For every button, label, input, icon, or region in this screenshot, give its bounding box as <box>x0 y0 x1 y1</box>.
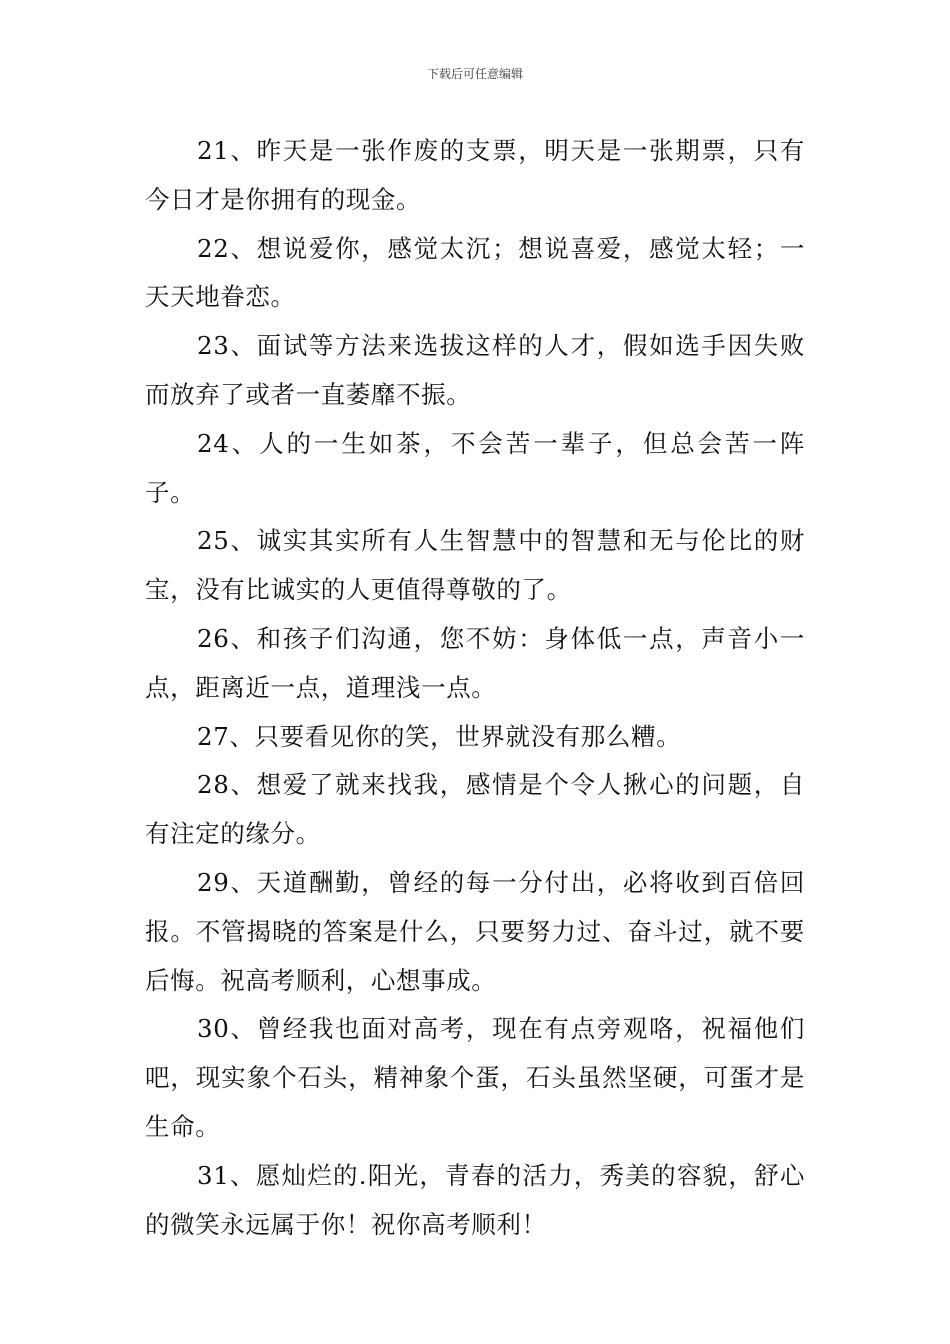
paragraph-28: 28、想爱了就来找我，感情是个令人揪心的问题，自有注定的缘分。 <box>145 770 805 849</box>
paragraph-27: 27、只要看见你的笑，世界就没有那么糟。 <box>197 721 682 751</box>
paragraph-31: 31、愿灿烂的.阳光，青春的活力，秀美的容貌，舒心的微笑永远属于你！祝你高考顺利！ <box>145 1160 805 1239</box>
paragraph-30: 30、曾经我也面对高考，现在有点旁观咯，祝福他们吧，现实象个石头，精神象个蛋，石头虽然坚硬，可蛋才是生命。 <box>145 1014 805 1141</box>
paragraph-25: 25、诚实其实所有人生智慧中的智慧和无与伦比的财宝，没有比诚实的人更值得尊敬的了。 <box>145 526 805 605</box>
paragraph-26: 26、和孩子们沟通，您不妨：身体低一点，声音小一点，距离近一点，道理浅一点。 <box>145 623 805 702</box>
paragraph-21: 21、昨天是一张作废的支票，明天是一张期票，只有今日才是你拥有的现金。 <box>145 136 805 214</box>
page-header: 下载后可任意编辑 <box>426 67 523 81</box>
paragraph-29: 29、天道酬勤，曾经的每一分付出，必将收到百倍回报。不管揭晓的答案是什么，只要努力过、奋斗过，就不要后悔。祝高考顺利，心想事成。 <box>145 867 805 995</box>
paragraph-22: 22、想说爱你，感觉太沉；想说喜爱，感觉太轻；一天天地眷恋。 <box>145 233 805 312</box>
paragraph-24: 24、人的一生如茶，不会苦一辈子，但总会苦一阵子。 <box>145 428 805 507</box>
paragraph-23: 23、面试等方法来选拔这样的人才，假如选手因失败而放弃了或者一直萎靡不振。 <box>145 331 805 409</box>
document-body <box>145 127 805 1249</box>
